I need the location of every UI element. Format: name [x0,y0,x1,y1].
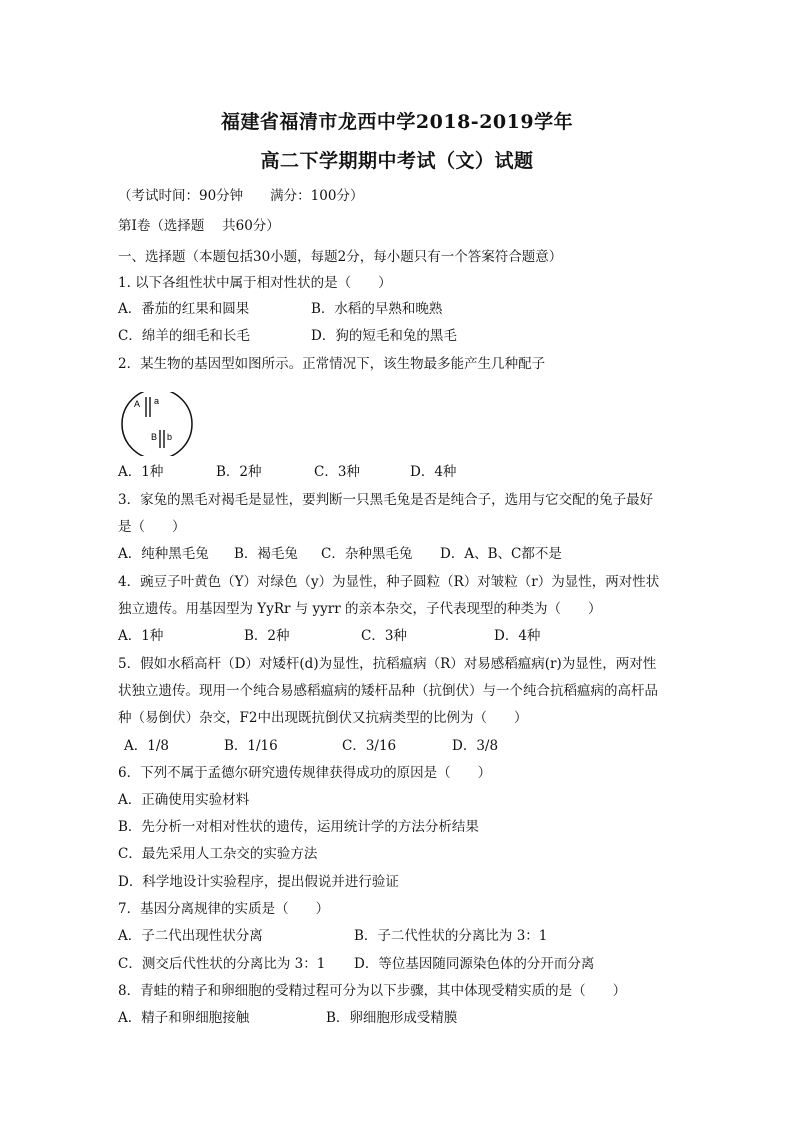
exam-subtitle: 高二下学期期中考试（文）试题 [260,150,534,172]
q7-option-a: A．子二代出现性状分离 [118,928,263,944]
gene-label-a: a [154,396,160,406]
question-2-stem: 2．某生物的基因型如图所示。正常情况下，该生物最多能产生几种配子 [118,356,546,372]
gene-label-A: A [134,399,141,409]
q3-option-c: C．杂种黑毛兔 [321,546,413,562]
q2-option-b: B．2种 [216,464,262,480]
q6-option-c: C．最先采用人工杂交的实验方法 [118,846,318,862]
question-5-stem: 5．假如水稻高杆（D）对矮杆(d)为显性，抗稻瘟病（R）对易感稻瘟病(r)为显性，两对性 [118,656,657,672]
part-heading: 第Ⅰ卷（选择题 共60分） [118,218,280,234]
q1-option-c: C．绵羊的细毛和长毛 [118,328,250,344]
q3-option-d: D．A、B、C都不是 [440,546,562,562]
q1-option-a: A．番茄的红果和圆果 [118,301,250,317]
section-heading: 一、选择题（本题包括30小题，每题2分，每小题只有一个答案符合题意） [118,249,563,265]
q7-option-b: B．子二代性状的分离比为 3：1 [354,928,548,944]
q4-option-c: C．3种 [361,628,407,644]
question-4-stem-cont: 独立遗传。用基因型为 YyRr 与 yyrr 的亲本杂交，子代表现型的种类为（ ） [118,601,602,617]
q5-option-c: C．3/16 [342,738,397,754]
exam-info: （考试时间：90分钟 满分：100分） [118,188,364,204]
q6-option-b: B．先分析一对相对性状的遗传，运用统计学的方法分析结果 [118,819,479,835]
q3-option-b: B．褐毛兔 [234,546,298,562]
question-8-stem: 8．青蛙的精子和卵细胞的受精过程可分为以下步骤，其中体现受精实质的是（ ） [118,983,627,999]
q4-option-a: A．1种 [118,628,164,644]
q4-option-d: D．4种 [494,628,541,644]
gene-label-b: b [167,432,173,442]
genotype-cell-figure [120,392,194,456]
question-3-stem-cont: 是（ ） [118,519,186,535]
question-1-stem: 1. 以下各组性状中属于相对性状的是（ ） [118,275,392,291]
q6-option-d: D．科学地设计实验程序，提出假说并进行验证 [118,874,399,890]
q8-option-b: B．卵细胞形成受精膜 [326,1010,458,1026]
q6-option-a: A．正确使用实验材料 [118,792,250,808]
q1-option-b: B．水稻的早熟和晚熟 [311,301,443,317]
question-5-stem-cont: 状独立遗传。现用一个纯合易感稻瘟病的矮杆品种（抗倒伏）与一个纯合抗稻瘟病的高杆品 [118,683,658,699]
q8-option-a: A．精子和卵细胞接触 [118,1010,250,1026]
gene-label-B: B [151,432,158,442]
q5-option-b: B．1/16 [224,738,278,754]
q2-option-d: D．4种 [410,464,457,480]
question-7-stem: 7．基因分离规律的实质是（ ） [118,901,330,917]
q2-option-a: A．1种 [118,464,164,480]
question-6-stem: 6．下列不属于孟德尔研究遗传规律获得成功的原因是（ ） [118,765,492,781]
q3-option-a: A．纯种黑毛兔 [118,546,209,562]
q5-option-a: A．1/8 [124,738,169,754]
q7-option-d: D．等位基因随同源染色体的分开而分离 [354,956,595,972]
question-3-stem: 3．家兔的黑毛对褐毛是显性，要判断一只黑毛兔是否是纯合子，选用与它交配的兔子最好 [118,492,654,508]
question-5-stem-cont2: 种（易倒伏）杂交，F2中出现既抗倒伏又抗病类型的比例为（ ） [118,710,528,726]
question-4-stem: 4．豌豆子叶黄色（Y）对绿色（y）为显性，种子圆粒（R）对皱粒（r）为显性，两对性状 [118,574,660,590]
q4-option-b: B．2种 [244,628,290,644]
exam-title: 福建省福清市龙西中学2018-2019学年 [220,111,574,133]
q5-option-d: D．3/8 [452,738,499,754]
q7-option-c: C．测交后代性状的分离比为 3：1 [118,956,326,972]
q1-option-d: D．狗的短毛和兔的黑毛 [311,328,457,344]
q2-option-c: C．3种 [314,464,360,480]
